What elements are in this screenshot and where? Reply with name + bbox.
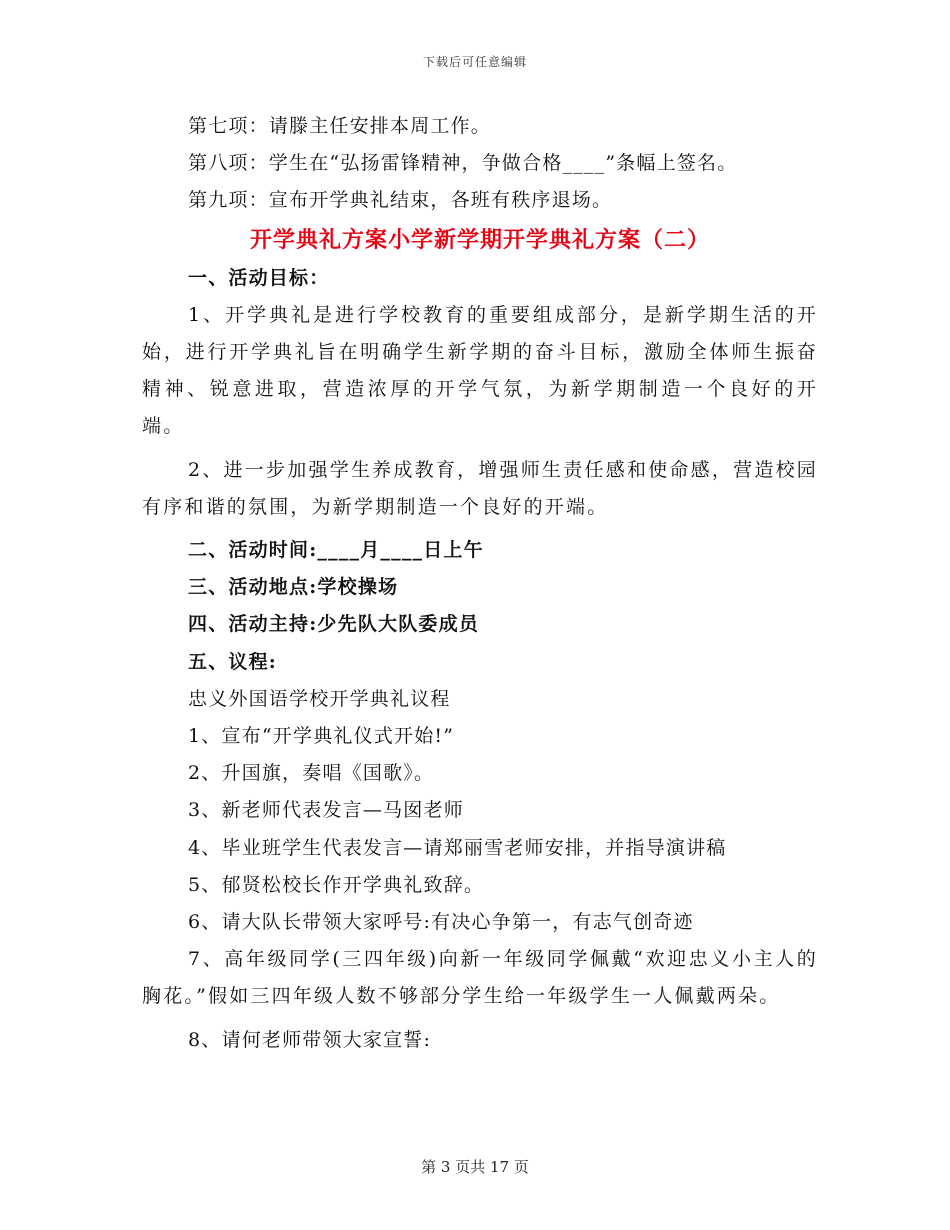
heading-agenda: 五、议程:	[188, 650, 278, 673]
section-title: 开学典礼方案小学新学期开学典礼方案（二）	[249, 226, 710, 253]
agenda-item: 6、请大队长带领大家呼号:有决心争第一，有志气创奇迹	[188, 911, 694, 934]
agenda-item: 2、升国旗，奏唱《国歌》。	[188, 762, 435, 785]
goal-paragraph-1: 1、开学典礼是进行学校教育的重要组成部分，是新学期生活的开始，进行开学典礼旨在明确学生新学期的奋斗目标，激励全体师生振奋精神、锐意进取，营造浓厚的开学气氛，为新学期制造一个良好的开端。	[142, 303, 818, 438]
heading-location: 三、活动地点:学校操场	[188, 576, 399, 599]
agenda-item: 1、宣布“开学典礼仪式开始!”	[188, 725, 455, 748]
agenda-item-seven: 7、高年级同学(三四年级)向新一年级同学佩戴“欢迎忠义小主人的胸花。”假如三四年级人数不够部分学生给一年级学生一人佩戴两朵。	[142, 948, 818, 1008]
heading-time: 二、活动时间:____月____日上午	[188, 539, 484, 562]
item-seven: 第七项：请滕主任安排本周工作。	[188, 115, 492, 137]
heading-goals: 一、活动目标：	[188, 266, 330, 289]
agenda-item: 4、毕业班学生代表发言—请郑丽雪老师安排，并指导演讲稿	[188, 836, 727, 859]
item-eight: 第八项：学生在“弘扬雷锋精神，争做合格____”条幅上签名。	[188, 152, 738, 175]
page-footer: 第 3 页共 17 页	[421, 1158, 529, 1176]
agenda-item: 3、新老师代表发言—马囡老师	[188, 799, 464, 822]
page-content	[142, 108, 818, 1059]
agenda-item: 5、郁贤松校长作开学典礼致辞。	[188, 873, 485, 896]
goal-paragraph-2: 2、进一步加强学生养成教育，增强师生责任感和使命感，营造校园有序和谐的氛围，为新学期制造一个良好的开端。	[142, 458, 818, 518]
agenda-item-eight: 8、请何老师带领大家宣誓:	[188, 1028, 432, 1051]
agenda-intro: 忠义外国语学校开学典礼议程	[188, 687, 451, 710]
item-nine: 第九项：宣布开学典礼结束，各班有秩序退场。	[188, 189, 613, 212]
page-header: 下载后可任意编辑	[422, 55, 527, 69]
heading-host: 四、活动主持:少先队大队委成员	[188, 613, 480, 636]
